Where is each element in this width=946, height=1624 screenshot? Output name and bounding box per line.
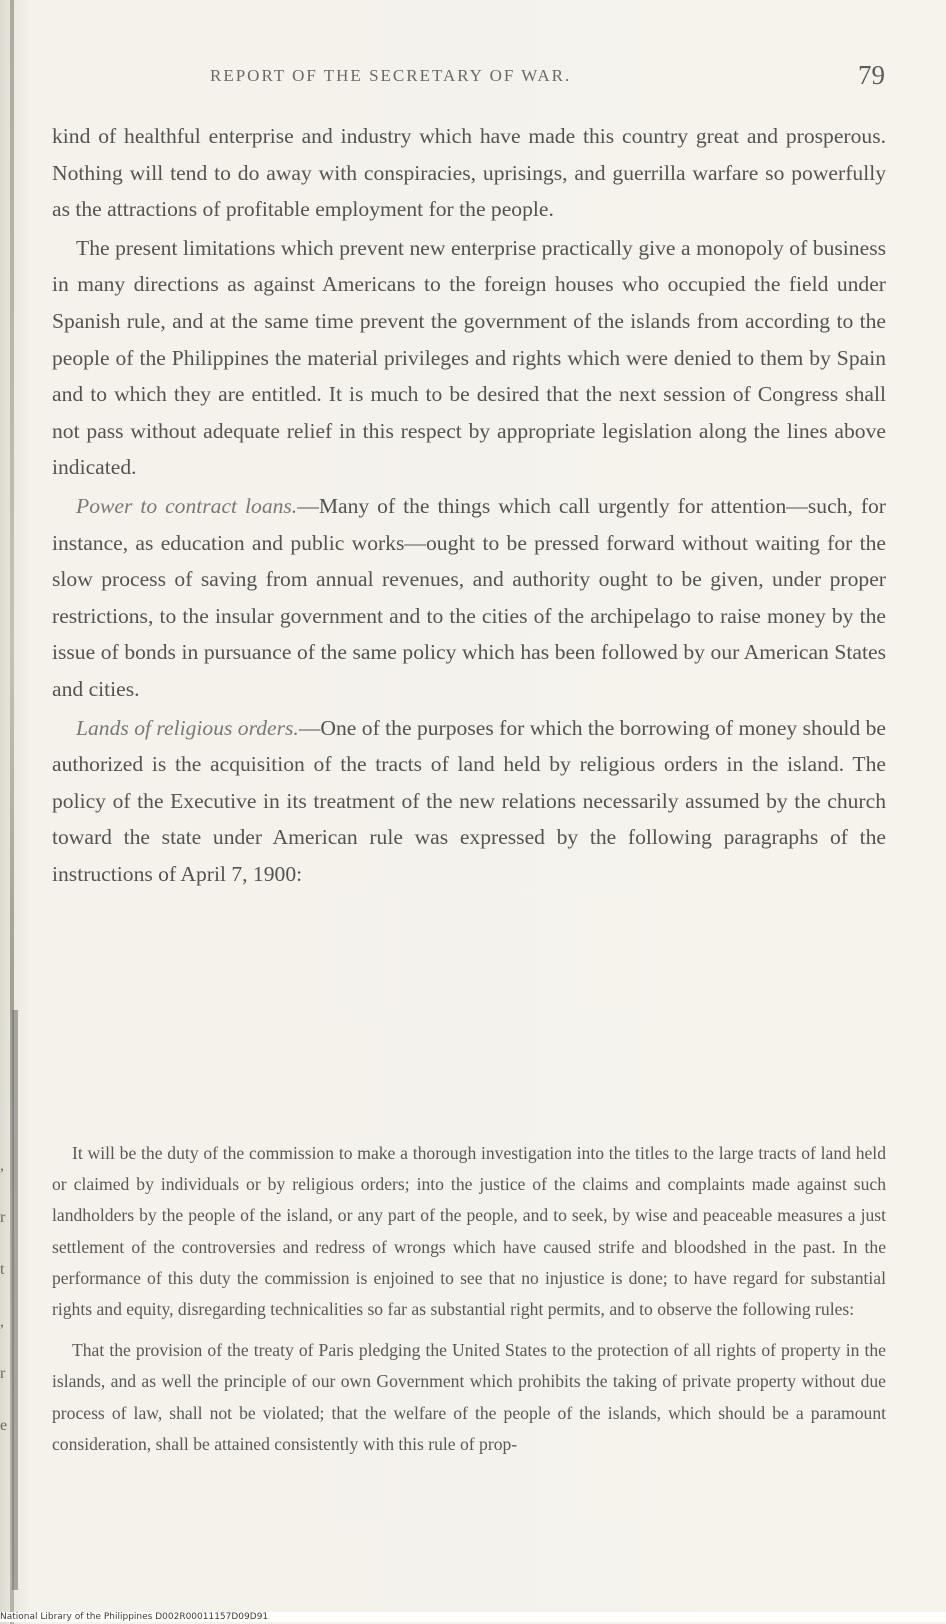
paragraph-contract-loans-text: —Many of the things which call urgently for attention—such, for instance, as education and public works—ought to be pressed forward without waiting for the slow process of saving from annual revenues, and authority ought to be given, under proper restrictions, to the insular government and to the cities of the archipelago to raise money by the issue of bonds in pursuance of the same policy which has been followed by our American States and cities. <box>52 493 886 701</box>
paragraph-religious-orders <box>52 710 886 893</box>
paragraph-contract-loans <box>52 488 886 708</box>
margin-mark: r <box>0 1209 6 1226</box>
margin-mark: , <box>0 1313 4 1330</box>
margin-mark: e <box>0 1417 8 1434</box>
paragraph-limitations: The present limitations which prevent new enterprise practically give a monopoly of business in many directions as against Americans to the foreign houses who occupied the field under Spanish rule, and at the same time prevent the government of the islands from according to the people of the Philippines the material privileges and rights which were denied to them by Spain and to which they are entitled. It is much to be desired that the next session of Congress shall not pass without adequate relief in this respect by appropriate legislation along the lines above indicated. <box>52 235 886 480</box>
quote-paragraph: That the provision of the treaty of Paris pledging the United States to the protection of all rights of property in the islands, and as well the principle of our own Government which prohibits the taking of private property without due process of law, shall not be violated; that the welfare of the people of the islands, which should be a paramount consideration, shall be attained consistently with this rule of prop- <box>52 1340 886 1454</box>
running-header <box>52 60 885 96</box>
margin-mark: t <box>0 1261 5 1278</box>
paragraph-continuation: kind of healthful enterprise and industry which have made this country great and prosperous. Nothing will tend to do away with conspiracies, uprisings, and guerrilla warfare so powerfully as the attractions of profitable employment for the people. <box>52 124 886 222</box>
quote-paragraph: It will be the duty of the commission to make a thorough investigation into the titles to the large tracts of land held or claimed by individuals or by religious orders; into the justice of the claims and complaints made against such landholders by the people of the island, or any part of the people, and to seek, by wise and peaceable measures a just settlement of the controversies and redress of wrongs which have caused strife and bloodshed in the past. In the performance of this duty the commission is enjoined to see that no injustice is done; to have regard for substantial rights and equity, disregarding technicalities so far as substantial right permits, and to observe the following rules: <box>52 1143 886 1320</box>
scan-footer: National Library of the Philippines D002R00011157D09D91 <box>0 1612 946 1622</box>
block-quote-instructions <box>52 1138 886 1460</box>
section-heading-religious-orders: Lands of religious orders. <box>76 715 299 740</box>
margin-bleed-marks <box>0 1140 14 1452</box>
section-heading-contract-loans: Power to contract loans. <box>76 493 298 518</box>
running-header-title: REPORT OF THE SECRETARY OF WAR. <box>210 66 572 85</box>
body-text <box>52 118 886 892</box>
margin-mark: r <box>0 1365 6 1382</box>
margin-mark: , <box>0 1157 4 1174</box>
page-number: 79 <box>858 60 885 90</box>
paragraph-religious-orders-text: —One of the purposes for which the borrowing of money should be authorized is the acquisition of the tracts of land held by religious orders in the island. The policy of the Executive in its treatment of the new relations necessarily assumed by the church toward the state under American rule was expressed by the following paragraphs of the instructions of April 7, 1900: <box>52 715 886 886</box>
